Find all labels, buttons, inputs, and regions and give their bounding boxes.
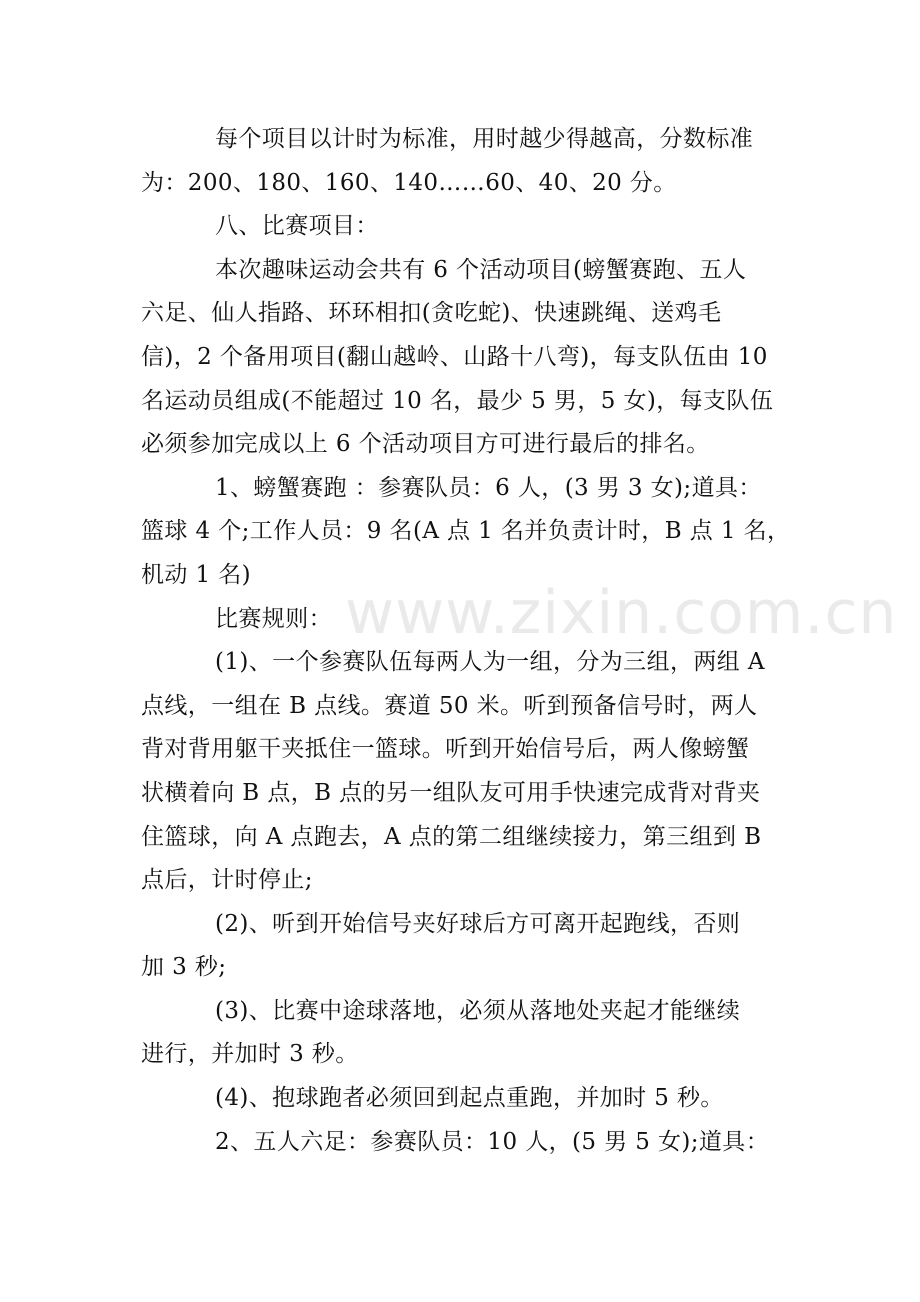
item-heading: 2、五人六足：参赛队员：10 人，(5 男 5 女);道具： (215, 1128, 770, 1155)
rule-line: (2)、听到开始信号夹好球后方可离开起跑线，否则 (215, 910, 741, 937)
rule-line: 状横着向 B 点，B 点的另一组队友可用手快速完成背对背夹 (141, 779, 761, 806)
section-heading: 八、比赛项目： (215, 213, 379, 240)
watermark: www.zixin.com.cn (345, 578, 898, 648)
item-heading: 1、螃蟹赛跑 ：参赛队员：6 人，(3 男 3 女);道具： (215, 474, 762, 501)
paragraph-line: 必须参加完成以上 6 个活动项目方可进行最后的排名。 (141, 431, 710, 458)
paragraph-line: 每个项目以计时为标准，用时越少得越高，分数标准 (215, 126, 754, 152)
paragraph-line: 信)，2 个备用项目(翻山越岭、山路十八弯)，每支队伍由 10 (141, 343, 768, 370)
rules-heading: 比赛规则： (215, 605, 332, 632)
rule-line: 点线，一组在 B 点线。赛道 50 米。听到预备信号时，两人 (141, 692, 758, 719)
paragraph-line: 篮球 4 个;工作人员：9 名(A 点 1 名并负责计时，B 点 1 名， (141, 518, 791, 545)
rule-line: 住篮球，向 A 点跑去，A 点的第二组继续接力，第三组到 B (141, 823, 762, 850)
paragraph-line: 名运动员组成(不能超过 10 名，最少 5 男，5 女)，每支队伍 (141, 387, 774, 414)
rule-line: 加 3 秒; (141, 954, 227, 981)
paragraph-line: 为：200、180、160、140……60、40、20 分。 (141, 169, 677, 196)
rule-line: 点后，计时停止; (141, 867, 313, 894)
rule-line: (4)、抱球跑者必须回到起点重跑，并加时 5 秒。 (215, 1085, 724, 1112)
rule-line: 背对背用躯干夹抵住一篮球。听到开始信号后，两人像螃蟹 (141, 736, 750, 763)
rule-line: (3)、比赛中途球落地，必须从落地处夹起才能继续 (215, 997, 741, 1024)
document-body (141, 118, 791, 1164)
paragraph-line: 六足、仙人指路、环环相扣(贪吃蛇)、快速跳绳、送鸡毛 (141, 300, 722, 327)
paragraph-line: 机动 1 名) (141, 561, 252, 588)
rule-line: 进行，并加时 3 秒。 (141, 1041, 359, 1068)
paragraph-line: 本次趣味运动会共有 6 个活动项目(螃蟹赛跑、五人 (215, 256, 747, 283)
rule-line: (1)、一个参赛队伍每两人为一组，分为三组，两组 A (215, 649, 765, 676)
